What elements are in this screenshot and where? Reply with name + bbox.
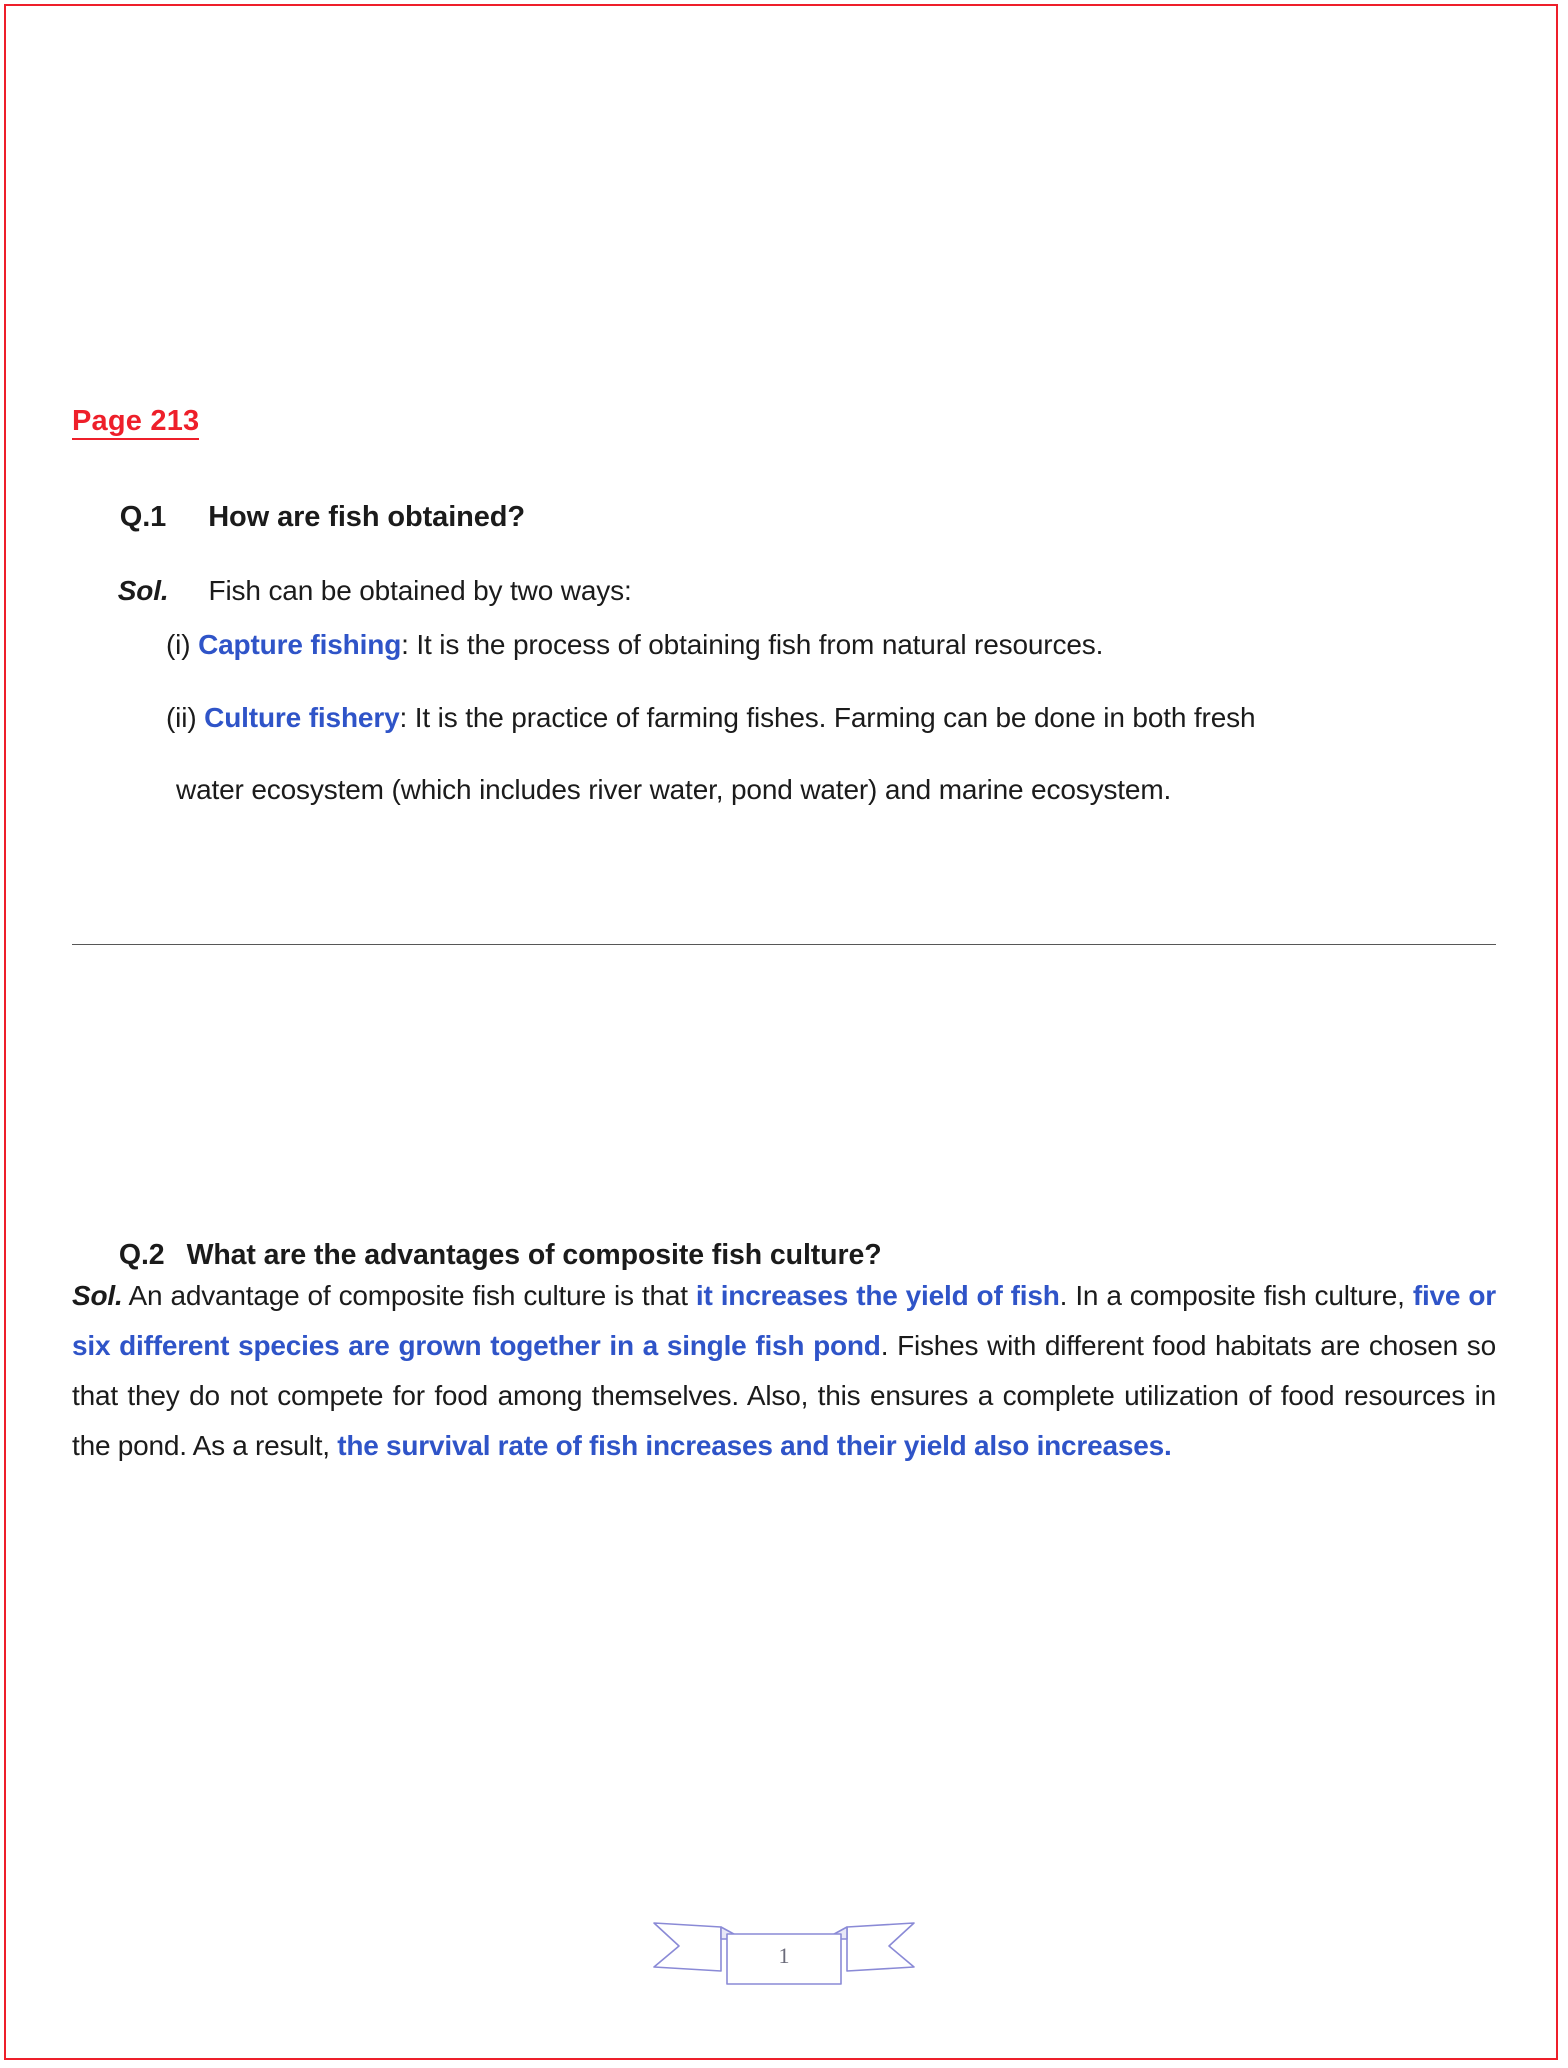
answer-fragment-5: the survival rate of fish increases and their yield also increases. bbox=[337, 1430, 1172, 1461]
answer-fragment-3: five or six different species are grown together in a single fish pond bbox=[72, 1280, 1496, 1361]
solution-2-paragraph bbox=[72, 1271, 1496, 1471]
section-divider bbox=[72, 944, 1496, 945]
footer-ribbon bbox=[649, 1905, 919, 1990]
document-page bbox=[4, 4, 1558, 2060]
page-content bbox=[72, 6, 1496, 2058]
solution-1-point-2-continuation: water ecosystem (which includes river water, pond water) and marine ecosystem. bbox=[176, 774, 1172, 805]
answer-fragment-4: . Fishes with different food habitats are chosen so that they do not compete for food among themselves. Also, this ensures a complete utilization of food resources in the pond. As a result, bbox=[72, 1330, 1496, 1461]
solution-1-intro-text: Fish can be obtained by two ways: bbox=[208, 575, 632, 606]
question-1-text: How are fish obtained? bbox=[208, 501, 526, 533]
solution-2-tag: Sol. bbox=[72, 1280, 123, 1311]
answer-fragment-0: An advantage of composite fish culture is that bbox=[128, 1280, 696, 1311]
question-1-number: Q.1 bbox=[119, 501, 167, 533]
page-label-heading: Page 213 bbox=[72, 406, 199, 440]
point-1-marker: (i) bbox=[166, 629, 191, 660]
solution-1-intro bbox=[72, 543, 632, 639]
point-2-marker: (ii) bbox=[166, 702, 197, 733]
question-2-number: Q.2 bbox=[118, 1239, 165, 1271]
solution-2-answer bbox=[72, 1280, 1496, 1461]
footer-page-number: 1 bbox=[778, 1943, 790, 1968]
solution-1-tag: Sol. bbox=[117, 575, 169, 606]
solution-1-point-2 bbox=[166, 704, 1496, 732]
solution-1-point-1 bbox=[166, 631, 1496, 659]
answer-fragment-1: it increases the yield of fish bbox=[695, 1280, 1060, 1311]
point-1-text: : It is the process of obtaining fish from natural resources. bbox=[401, 629, 1104, 660]
point-2-term: Culture fishery bbox=[204, 702, 400, 733]
answer-fragment-2: . In a composite fish culture, bbox=[1059, 1280, 1413, 1311]
point-2-text: : It is the practice of farming fishes. Farming can be done in both fresh bbox=[399, 702, 1256, 733]
question-2-text: What are the advantages of composite fish culture? bbox=[186, 1239, 882, 1271]
point-1-term: Capture fishing bbox=[198, 629, 402, 660]
